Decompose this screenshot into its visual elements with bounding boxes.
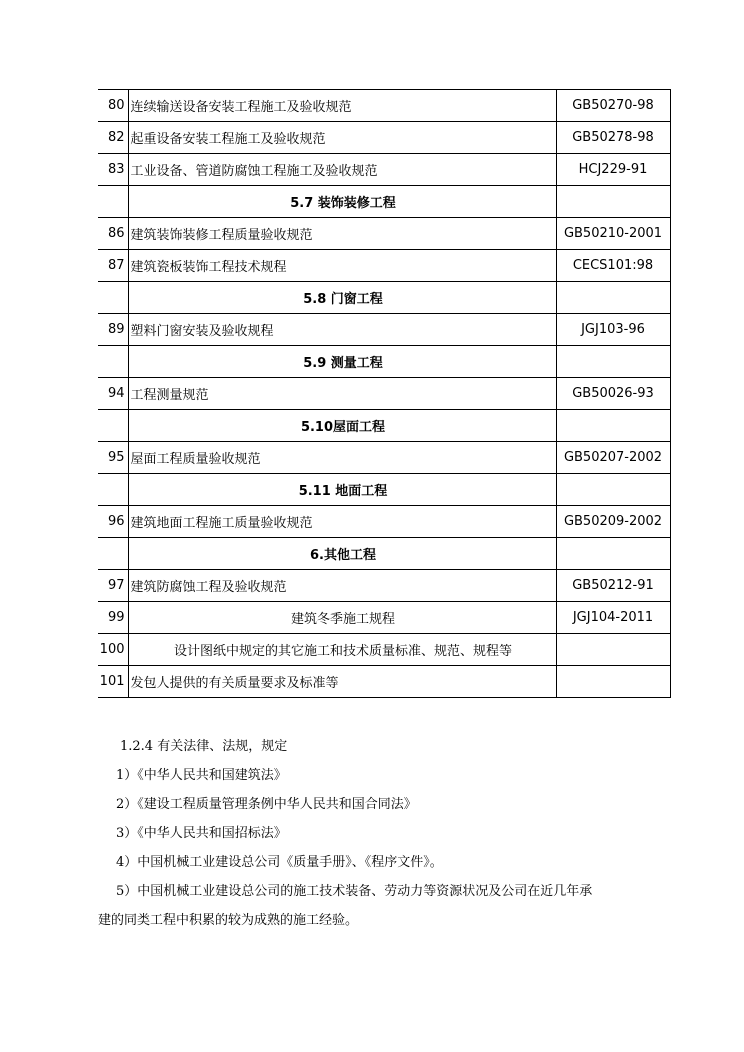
row-number: 83 [98, 154, 128, 186]
standard-name: 起重设备安装工程施工及验收规范 [128, 122, 556, 154]
table-row [98, 602, 670, 634]
table-row [98, 570, 670, 602]
row-number: 96 [98, 506, 128, 538]
standard-code: JGJ103-96 [556, 314, 670, 346]
standard-code [556, 282, 670, 314]
row-number [98, 186, 128, 218]
standard-code: GB50212-91 [556, 570, 670, 602]
standard-code: CECS101:98 [556, 250, 670, 282]
standard-code: JGJ104-2011 [556, 602, 670, 634]
section-heading: 5.11 地面工程 [128, 474, 556, 506]
standard-code: GB50210-2001 [556, 218, 670, 250]
row-number: 95 [98, 442, 128, 474]
table-row [98, 122, 670, 154]
table-row [98, 506, 670, 538]
row-number: 89 [98, 314, 128, 346]
row-number: 87 [98, 250, 128, 282]
standards-table [98, 89, 671, 698]
table-row [98, 378, 670, 410]
row-number [98, 474, 128, 506]
standard-code [556, 410, 670, 442]
law-item-3: 3）《中华人民共和国招标法》 [116, 826, 287, 841]
standard-code [556, 634, 670, 666]
section-heading: 5.10屋面工程 [128, 410, 556, 442]
standard-name: 工程测量规范 [128, 378, 556, 410]
row-number: 80 [98, 90, 128, 122]
row-number: 100 [98, 634, 128, 666]
section-title: 1.2.4 有关法律、法规，规定 [120, 739, 288, 754]
table-row [98, 442, 670, 474]
law-item-1: 1）《中华人民共和国建筑法》 [116, 768, 287, 783]
standard-name: 发包人提供的有关质量要求及标准等 [128, 666, 556, 698]
table-row [98, 218, 670, 250]
standard-code [556, 474, 670, 506]
table-row [98, 250, 670, 282]
standard-code: HCJ229-91 [556, 154, 670, 186]
section-heading-row [98, 474, 670, 506]
standard-code [556, 538, 670, 570]
standard-name: 建筑装饰装修工程质量验收规范 [128, 218, 556, 250]
standard-code [556, 346, 670, 378]
law-item-2: 2）《建设工程质量管理条例中华人民共和国合同法》 [116, 797, 417, 812]
table-row [98, 154, 670, 186]
standard-code: GB50207-2002 [556, 442, 670, 474]
standard-name: 塑料门窗安装及验收规程 [128, 314, 556, 346]
section-heading-row [98, 282, 670, 314]
law-item-5: 5）中国机械工业建设总公司的施工技术装备、劳动力等资源状况及公司在近几年承 [116, 884, 593, 899]
row-number [98, 346, 128, 378]
section-heading: 6.其他工程 [128, 538, 556, 570]
standard-name: 工业设备、管道防腐蚀工程施工及验收规范 [128, 154, 556, 186]
row-number: 101 [98, 666, 128, 698]
standard-code: GB50270-98 [556, 90, 670, 122]
section-heading-row [98, 186, 670, 218]
row-number: 82 [98, 122, 128, 154]
table-row [98, 314, 670, 346]
standard-name: 连续输送设备安装工程施工及验收规范 [128, 90, 556, 122]
row-number: 97 [98, 570, 128, 602]
section-heading: 5.7 装饰装修工程 [128, 186, 556, 218]
row-number: 94 [98, 378, 128, 410]
standard-code: GB50209-2002 [556, 506, 670, 538]
law-item-4: 4）中国机械工业建设总公司《质量手册》、《程序文件》。 [116, 855, 443, 870]
table-row [98, 90, 670, 122]
standard-name: 屋面工程质量验收规范 [128, 442, 556, 474]
section-heading-row [98, 410, 670, 442]
standard-name: 建筑冬季施工规程 [128, 602, 556, 634]
standard-code: GB50026-93 [556, 378, 670, 410]
section-heading: 5.9 测量工程 [128, 346, 556, 378]
standard-code: GB50278-98 [556, 122, 670, 154]
standard-name: 建筑瓷板装饰工程技术规程 [128, 250, 556, 282]
section-heading-row [98, 538, 670, 570]
section-heading-row [98, 346, 670, 378]
section-heading: 5.8 门窗工程 [128, 282, 556, 314]
row-number [98, 410, 128, 442]
standard-name: 建筑地面工程施工质量验收规范 [128, 506, 556, 538]
standard-code [556, 666, 670, 698]
row-number [98, 538, 128, 570]
table-row [98, 666, 670, 698]
standard-code [556, 186, 670, 218]
row-number: 86 [98, 218, 128, 250]
row-number [98, 282, 128, 314]
standard-name: 建筑防腐蚀工程及验收规范 [128, 570, 556, 602]
table-row [98, 634, 670, 666]
row-number: 99 [98, 602, 128, 634]
standard-name: 设计图纸中规定的其它施工和技术质量标准、规范、规程等 [128, 634, 556, 666]
law-item-5-continuation: 建的同类工程中积累的较为成熟的施工经验。 [98, 913, 359, 928]
